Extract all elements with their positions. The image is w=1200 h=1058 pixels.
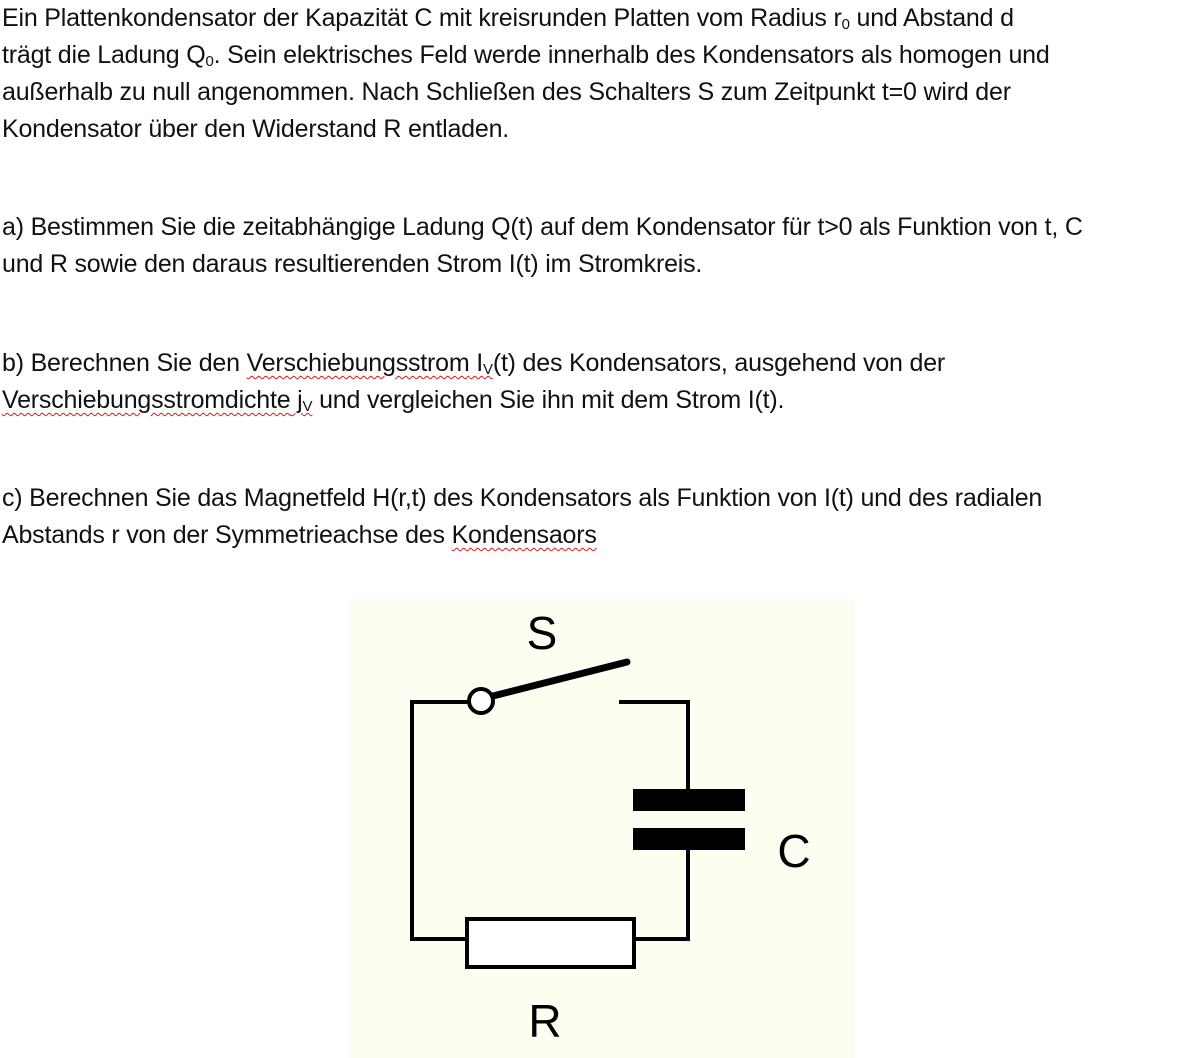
intro-line-4: Kondensator über den Widerstand R entladen. [2, 115, 510, 143]
spellcheck-word[interactable]: Verschiebungsstrom [246, 349, 470, 377]
question-c-line-1: c) Berechnen Sie das Magnetfeld H(r,t) des Kondensators als Funktion von I(t) und des radialen [2, 484, 1043, 512]
switch-blade [489, 662, 627, 697]
spellcheck-symbol[interactable]: $j_V$ [290, 386, 313, 415]
charge-subscript: 0 [205, 53, 214, 70]
question-c-line-2: Abstands r von der Symmetrieachse des Kondensaors [2, 521, 597, 549]
capacitor-label: C [777, 825, 811, 877]
spellcheck-word[interactable]: Kondensaors [451, 521, 597, 549]
radius-subscript: 0 [841, 16, 850, 33]
circuit-diagram [349, 599, 855, 1058]
spellcheck-word[interactable]: Verschiebungsstromdichte [2, 386, 291, 414]
switch-label: S [526, 607, 558, 659]
question-b [2, 345, 945, 419]
intro-paragraph [2, 0, 1050, 148]
wire-right-top [621, 702, 688, 789]
wire-right-bottom [634, 849, 688, 939]
question-a-line-2: und R sowie den daraus resultierenden Strom I(t) im Stromkreis. [2, 250, 703, 278]
capacitor-plate-top [633, 789, 745, 811]
wire-left [412, 702, 469, 939]
resistor-body [467, 919, 634, 967]
question-b-line-1: b) Berechnen Sie den Verschiebungsstrom $I_V(t)$ des Kondensators, ausgehend von der [2, 349, 946, 378]
question-b-line-2: Verschiebungsstromdichte $j_V$ und vergleichen Sie ihn mit dem Strom I(t). [2, 386, 785, 415]
question-a [2, 209, 1083, 283]
intro-line-1: Ein Plattenkondensator der Kapazität C mit kreisrunden Platten vom Radius $r_0$ und Abstand d [2, 4, 1014, 33]
question-a-line-1: a) Bestimmen Sie die zeitabhängige Ladung Q(t) auf dem Kondensator für t>0 als Funktion von t, C [2, 213, 1083, 241]
capacitor-plate-bottom [633, 828, 745, 850]
spellcheck-symbol[interactable]: $I_V$ [469, 349, 493, 378]
intro-line-2: trägt die Ladung $Q_0$. Sein elektrisches Feld werde innerhalb des Kondensators als homogen und [2, 41, 1050, 70]
resistor-label: R [528, 995, 562, 1047]
switch-pivot [469, 689, 493, 713]
question-c [2, 480, 1042, 554]
intro-line-3: außerhalb zu null angenommen. Nach Schließen des Schalters S zum Zeitpunkt t=0 wird der [2, 78, 1011, 106]
circuit-svg [349, 599, 855, 1058]
